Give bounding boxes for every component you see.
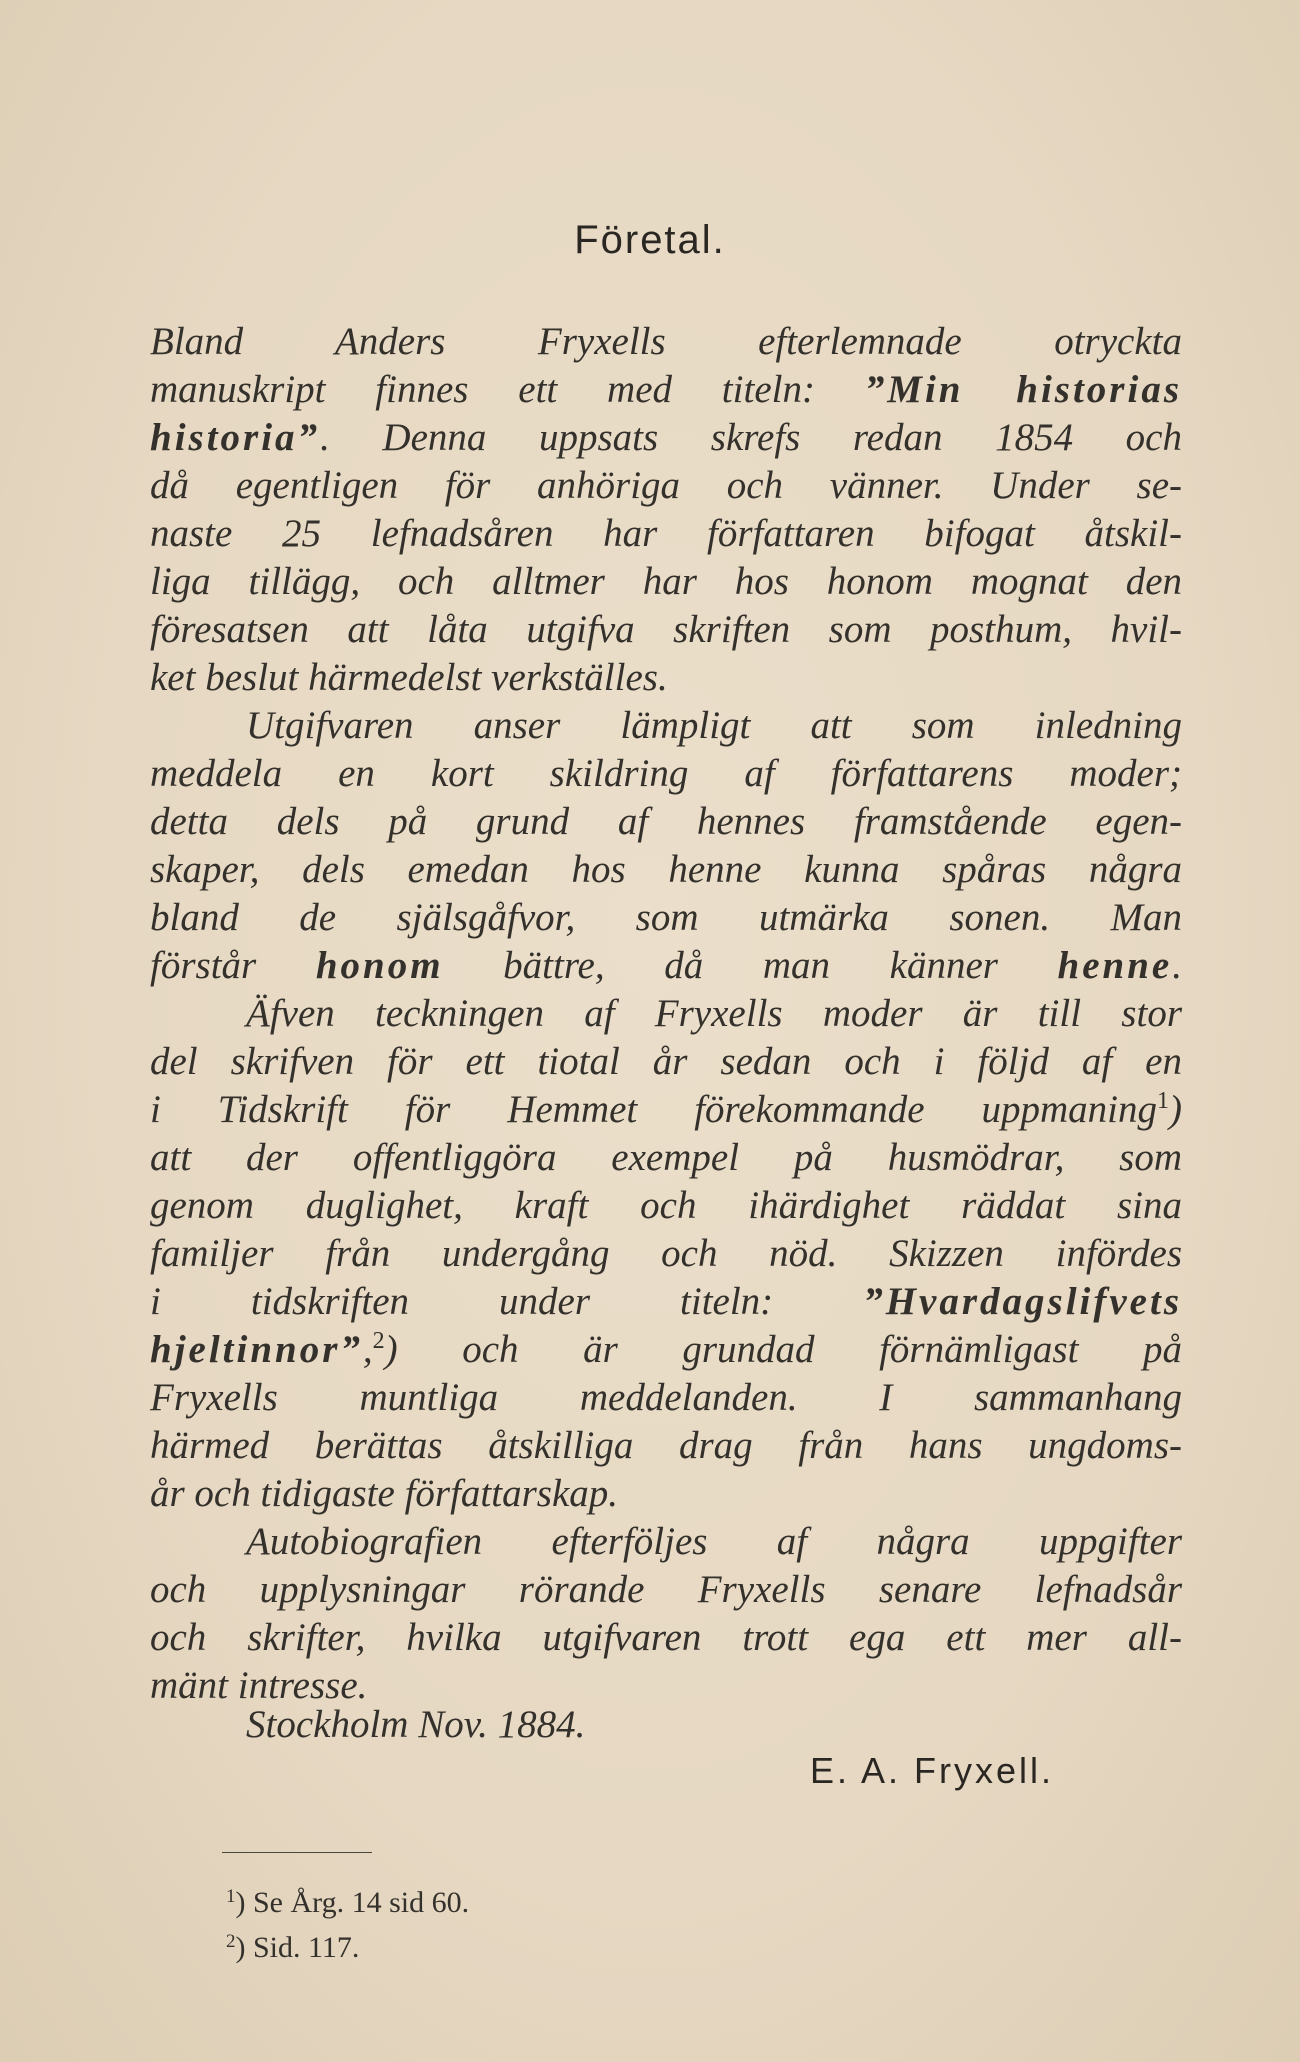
text-line: i Tidskrift för Hemmet förekommande uppmaning$^1$) xyxy=(150,1088,1182,1131)
text-line: familjer från undergång och nöd. Skizzen infördes xyxy=(150,1232,1182,1275)
footnote-mark: 1 xyxy=(226,1886,236,1907)
text-line: historia”. Denna uppsats skrefs redan 1854 och xyxy=(150,416,1182,459)
emphasized-title: hjeltinnor” xyxy=(150,1328,363,1371)
emphasized-word: honom xyxy=(315,944,444,987)
signature: E. A. Fryxell. xyxy=(810,1750,1055,1791)
text-line: detta dels på grund af hennes framstående egen- xyxy=(150,800,1182,843)
emphasized-title: ”Hvardagslifvets xyxy=(863,1280,1182,1323)
emphasized-title: historia” xyxy=(150,416,321,459)
place-and-date: Stockholm Nov. 1884. xyxy=(246,1703,586,1746)
footnote-mark: 2 xyxy=(226,1931,236,1952)
text-line: liga tillägg, och alltmer har hos honom mognat den xyxy=(150,560,1182,603)
text-line: mänt intresse. xyxy=(150,1664,368,1707)
emphasized-title: ”Min historias xyxy=(864,368,1182,411)
text-line: skaper, dels emedan hos henne kunna spåras några xyxy=(150,848,1182,891)
text-line: och upplysningar rörande Fryxells senare lefnadsår xyxy=(150,1568,1182,1611)
text-line: Fryxells muntliga meddelanden. I sammanhang xyxy=(150,1376,1182,1419)
text-line: Autobiografien efterföljes af några uppgifter xyxy=(246,1520,1182,1563)
footnote: $^1$) Se Årg. 14 sid 60. xyxy=(226,1886,470,1919)
footnotes xyxy=(226,1880,469,1970)
text-line: del skrifven för ett tiotal år sedan och i följd af en xyxy=(150,1040,1182,1083)
text-line: genom duglighet, kraft och ihärdighet räddat sina xyxy=(150,1184,1182,1227)
text-line: och skrifter, hvilka utgifvaren trott ega ett mer all- xyxy=(150,1616,1182,1659)
text-line: ket beslut härmedelst verkställes. xyxy=(150,656,668,699)
preface-body xyxy=(150,318,1182,1710)
emphasized-word: henne xyxy=(1057,944,1173,987)
text-line: naste 25 lefnadsåren har författaren bifogat åtskil- xyxy=(150,512,1182,555)
text-line: förstår honom bättre, då man känner henne. xyxy=(150,944,1182,987)
text-line: då egentligen för anhöriga och vänner. Under se- xyxy=(150,464,1182,507)
text-line: manuskript finnes ett med titeln: ”Min historias xyxy=(150,368,1182,411)
text-line: att der offentliggöra exempel på husmödrar, som xyxy=(150,1136,1182,1179)
footnote-ref: 1 xyxy=(1157,1088,1169,1114)
text-line: Äfven teckningen af Fryxells moder är till stor xyxy=(246,992,1182,1035)
text-line: hjeltinnor”,$^2$) och är grundad förnämligast på xyxy=(150,1328,1182,1371)
footnote-divider xyxy=(222,1852,372,1853)
footnote: $^2$) Sid. 117. xyxy=(226,1931,360,1964)
text-line: i tidskriften under titeln: ”Hvardagslifvets xyxy=(150,1280,1182,1323)
text-line: meddela en kort skildring af författarens moder; xyxy=(150,752,1182,795)
footnote-ref: 2 xyxy=(372,1328,385,1354)
text-line: Utgifvaren anser lämpligt att som inledning xyxy=(246,704,1182,747)
text-line: föresatsen att låta utgifva skriften som posthum, hvil- xyxy=(150,608,1182,651)
text-line: Bland Anders Fryxells efterlemnade otryckta xyxy=(150,320,1182,363)
text-line: härmed berättas åtskilliga drag från hans ungdoms- xyxy=(150,1424,1182,1467)
page-heading: Företal. xyxy=(574,218,726,262)
text-line: år och tidigaste författarskap. xyxy=(150,1472,618,1515)
text-line: bland de själsgåfvor, som utmärka sonen. Man xyxy=(150,896,1182,939)
